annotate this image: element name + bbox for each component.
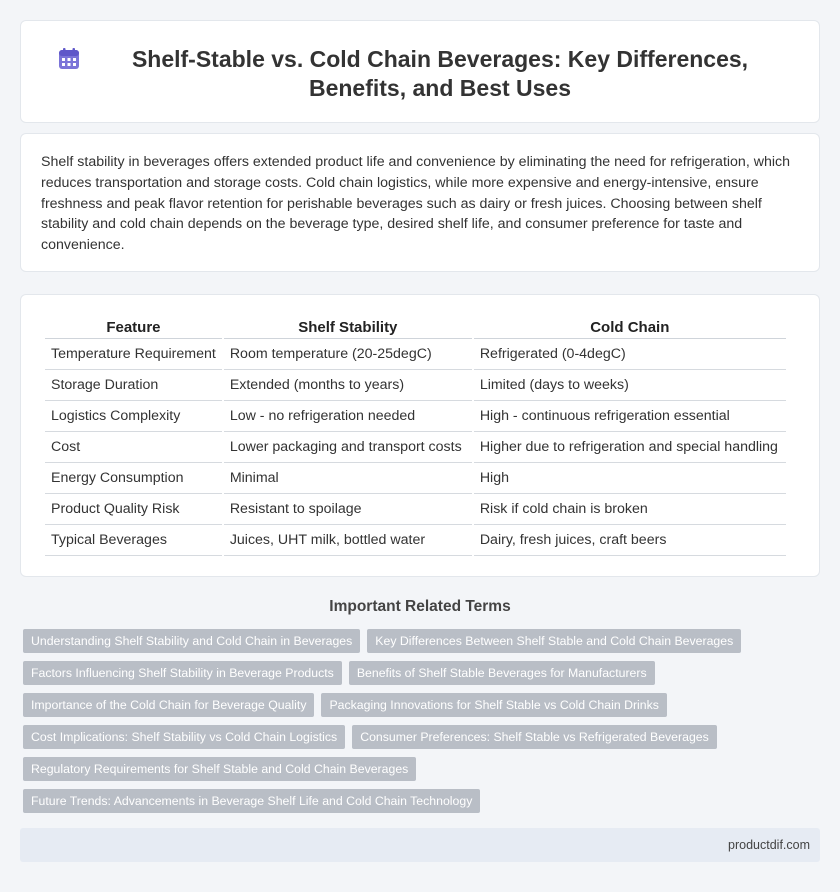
table-row <box>45 339 786 370</box>
table-cell: Juices, UHT milk, bottled water <box>224 525 472 556</box>
tag-row <box>23 789 803 821</box>
table-cell: Minimal <box>224 463 472 494</box>
related-term-tag[interactable]: Regulatory Requirements for Shelf Stable and Cold Chain Beverages <box>23 757 416 781</box>
footer <box>20 828 820 862</box>
tag-row <box>23 661 803 693</box>
table-row <box>45 432 786 463</box>
intro-card <box>20 133 820 272</box>
related-terms-heading: Important Related Terms <box>329 598 511 615</box>
table-header-row <box>45 313 786 339</box>
column-header-cold-chain: Cold Chain <box>474 313 786 339</box>
table-cell: Typical Beverages <box>45 525 222 556</box>
intro-paragraph: Shelf stability in beverages offers extended product life and convenience by eliminating the need for refrigeration, which reduces transportation and storage costs. Cold chain logistics, while more expensive and energy-intensive, ensure freshness and peak flavor retention for perishable beverages such as dairy or fresh juices. Choosing between shelf stability and cold chain depends on the beverage type, desired shelf life, and consumer preference for taste and convenience. <box>41 154 790 254</box>
related-term-tag[interactable]: Future Trends: Advancements in Beverage Shelf Life and Cold Chain Technology <box>23 789 480 813</box>
related-term-tag[interactable]: Consumer Preferences: Shelf Stable vs Refrigerated Beverages <box>352 725 717 749</box>
title-card <box>20 20 820 123</box>
table-cell: Lower packaging and transport costs <box>224 432 472 463</box>
table-row <box>45 525 786 556</box>
table-cell: Risk if cold chain is broken <box>474 494 786 525</box>
table-cell: Cost <box>45 432 222 463</box>
table-row <box>45 370 786 401</box>
table-row <box>45 401 786 432</box>
related-term-tag[interactable]: Importance of the Cold Chain for Beverage Quality <box>23 693 314 717</box>
table-row <box>45 463 786 494</box>
tag-row <box>23 725 803 757</box>
tag-row <box>23 629 803 661</box>
table-cell: Product Quality Risk <box>45 494 222 525</box>
table-cell: Energy Consumption <box>45 463 222 494</box>
table-cell: Higher due to refrigeration and special handling <box>474 432 786 463</box>
table-cell: Storage Duration <box>45 370 222 401</box>
related-term-tag[interactable]: Benefits of Shelf Stable Beverages for Manufacturers <box>349 661 655 685</box>
table-cell: Resistant to spoilage <box>224 494 472 525</box>
table-cell: High - continuous refrigeration essential <box>474 401 786 432</box>
related-term-tag[interactable]: Key Differences Between Shelf Stable and Cold Chain Beverages <box>367 629 741 653</box>
column-header-shelf-stability: Shelf Stability <box>224 313 472 339</box>
table-cell: Temperature Requirement <box>45 339 222 370</box>
comparison-table <box>43 313 788 556</box>
related-term-tag[interactable]: Understanding Shelf Stability and Cold Chain in Beverages <box>23 629 360 653</box>
table-row <box>45 494 786 525</box>
related-terms-list <box>23 629 803 821</box>
table-cell: Logistics Complexity <box>45 401 222 432</box>
table-cell: Dairy, fresh juices, craft beers <box>474 525 786 556</box>
related-term-tag[interactable]: Cost Implications: Shelf Stability vs Cold Chain Logistics <box>23 725 345 749</box>
comparison-card <box>20 294 820 577</box>
page-title: Shelf-Stable vs. Cold Chain Beverages: Key Differences, Benefits, and Best Uses <box>131 46 749 101</box>
table-cell: Room temperature (20-25degC) <box>224 339 472 370</box>
table-cell: Refrigerated (0-4degC) <box>474 339 786 370</box>
table-cell: Limited (days to weeks) <box>474 370 786 401</box>
table-cell: Low - no refrigeration needed <box>224 401 472 432</box>
site-name[interactable]: productdif.com <box>728 838 810 852</box>
column-header-feature: Feature <box>45 313 222 339</box>
related-term-tag[interactable]: Factors Influencing Shelf Stability in Beverage Products <box>23 661 342 685</box>
related-term-tag[interactable]: Packaging Innovations for Shelf Stable vs Cold Chain Drinks <box>321 693 666 717</box>
tag-row <box>23 757 803 789</box>
table-cell: High <box>474 463 786 494</box>
table-cell: Extended (months to years) <box>224 370 472 401</box>
tag-row <box>23 693 803 725</box>
